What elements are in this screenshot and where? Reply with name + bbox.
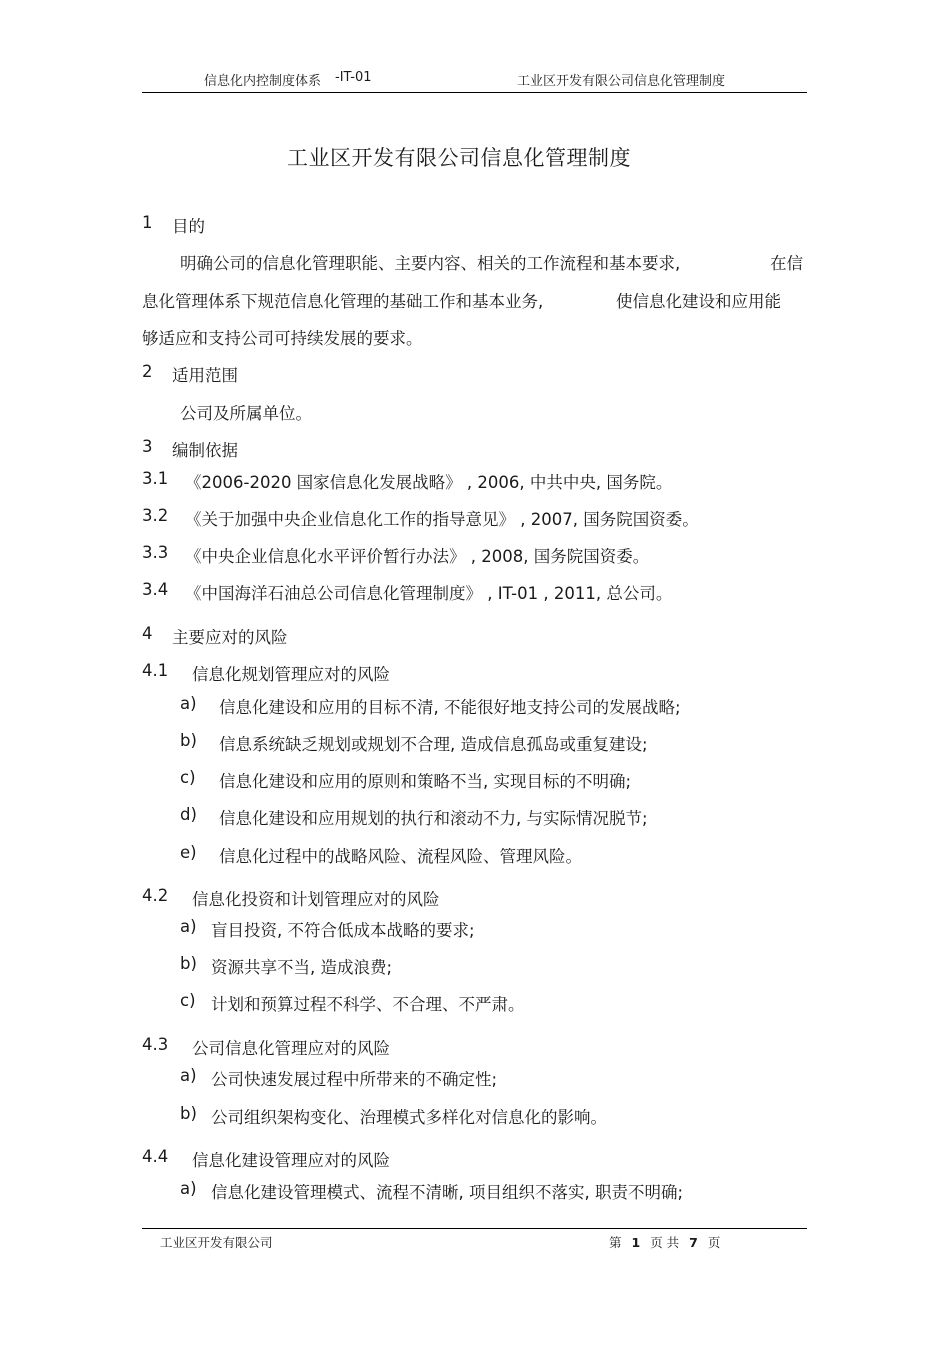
section-1-line-1b: 在信 [770, 254, 803, 273]
sub-4-1-e-label: e) [180, 843, 197, 862]
section-1-line-2a: 息化管理体系下规范信息化管理的基础工作和基本业务, [142, 292, 544, 311]
sub-4-1-heading: 信息化规划管理应对的风险 [192, 665, 390, 684]
item-3-2-number: 3.2 [142, 506, 169, 525]
item-3-1-text: 《2006-2020 国家信息化发展战略》 , 2006, 中共中央, 国务院。 [185, 473, 673, 492]
sub-4-2-a-label: a) [180, 917, 197, 936]
item-3-2-text: 《关于加强中央企业信息化工作的指导意见》 , 2007, 国务院国资委。 [185, 510, 699, 529]
item-3-3-text: 《中央企业信息化水平评价暂行办法》 , 2008, 国务院国资委。 [185, 547, 650, 566]
document-title: 工业区开发有限公司信息化管理制度 [287, 146, 631, 170]
footer-page-mid: 页 共 [650, 1235, 680, 1250]
item-3-4-number: 3.4 [142, 580, 169, 599]
section-2-heading: 适用范围 [172, 366, 238, 385]
sub-4-1-a-text: 信息化建设和应用的目标不清, 不能很好地支持公司的发展战略; [219, 698, 681, 717]
sub-4-3-b-text: 公司组织架构变化、治理模式多样化对信息化的影响。 [211, 1108, 607, 1127]
header-right: 工业区开发有限公司信息化管理制度 [517, 74, 726, 89]
header-left: 信息化内控制度体系 [204, 74, 322, 89]
item-3-3-number: 3.3 [142, 543, 169, 562]
sub-4-4-number: 4.4 [142, 1147, 169, 1166]
sub-4-3-heading: 公司信息化管理应对的风险 [192, 1039, 390, 1058]
footer-page-info [609, 1233, 720, 1251]
sub-4-2-a-text: 盲目投资, 不符合低成本战略的要求; [211, 921, 475, 940]
footer-page-suffix: 页 [707, 1235, 721, 1250]
section-1-line-3: 够适应和支持公司可持续发展的要求。 [142, 329, 423, 348]
sub-4-4-a-label: a) [180, 1179, 197, 1198]
section-1-number: 1 [142, 213, 153, 232]
sub-4-2-heading: 信息化投资和计划管理应对的风险 [192, 890, 440, 909]
section-1-line-1a: 明确公司的信息化管理职能、主要内容、相关的工作流程和基本要求, [180, 254, 681, 273]
footer-page-prefix: 第 [609, 1235, 622, 1250]
sub-4-1-d-text: 信息化建设和应用规划的执行和滚动不力, 与实际情况脱节; [219, 809, 648, 828]
sub-4-2-c-label: c) [180, 991, 196, 1010]
sub-4-2-number: 4.2 [142, 886, 169, 905]
footer-page-number: 1 [631, 1235, 641, 1250]
sub-4-1-a-label: a) [180, 694, 197, 713]
section-4-number: 4 [142, 624, 153, 643]
sub-4-2-b-text: 资源共享不当, 造成浪费; [211, 958, 393, 977]
item-3-1-number: 3.1 [142, 469, 169, 488]
sub-4-3-number: 4.3 [142, 1035, 169, 1054]
sub-4-3-a-text: 公司快速发展过程中所带来的不确定性; [211, 1070, 498, 1089]
header-code: -IT-01 [335, 70, 372, 85]
section-3-heading: 编制依据 [172, 441, 238, 460]
item-3-4-text: 《中国海洋石油总公司信息化管理制度》 , IT-01 , 2011, 总公司。 [185, 584, 673, 603]
section-2-body: 公司及所属单位。 [180, 404, 312, 423]
section-1-line-2b: 使信息化建设和应用能 [616, 292, 781, 311]
footer-rule [142, 1228, 807, 1229]
section-1-heading: 目的 [172, 217, 205, 236]
sub-4-3-b-label: b) [180, 1104, 197, 1123]
section-3-number: 3 [142, 437, 153, 456]
sub-4-1-c-label: c) [180, 768, 196, 787]
sub-4-1-b-label: b) [180, 731, 197, 750]
section-2-number: 2 [142, 362, 153, 381]
sub-4-4-heading: 信息化建设管理应对的风险 [192, 1151, 390, 1170]
sub-4-2-c-text: 计划和预算过程不科学、不合理、不严肃。 [211, 995, 525, 1014]
sub-4-1-number: 4.1 [142, 661, 169, 680]
sub-4-1-e-text: 信息化过程中的战略风险、流程风险、管理风险。 [219, 847, 582, 866]
footer-page-total: 7 [689, 1235, 698, 1250]
sub-4-1-c-text: 信息化建设和应用的原则和策略不当, 实现目标的不明确; [219, 772, 632, 791]
sub-4-4-a-text: 信息化建设管理模式、流程不清晰, 项目组织不落实, 职责不明确; [211, 1183, 684, 1202]
sub-4-1-d-label: d) [180, 805, 197, 824]
sub-4-1-b-text: 信息系统缺乏规划或规划不合理, 造成信息孤岛或重复建设; [219, 735, 648, 754]
section-4-heading: 主要应对的风险 [172, 628, 288, 647]
footer-company: 工业区开发有限公司 [160, 1235, 273, 1250]
header-rule [142, 92, 807, 93]
sub-4-3-a-label: a) [180, 1066, 197, 1085]
sub-4-2-b-label: b) [180, 954, 197, 973]
